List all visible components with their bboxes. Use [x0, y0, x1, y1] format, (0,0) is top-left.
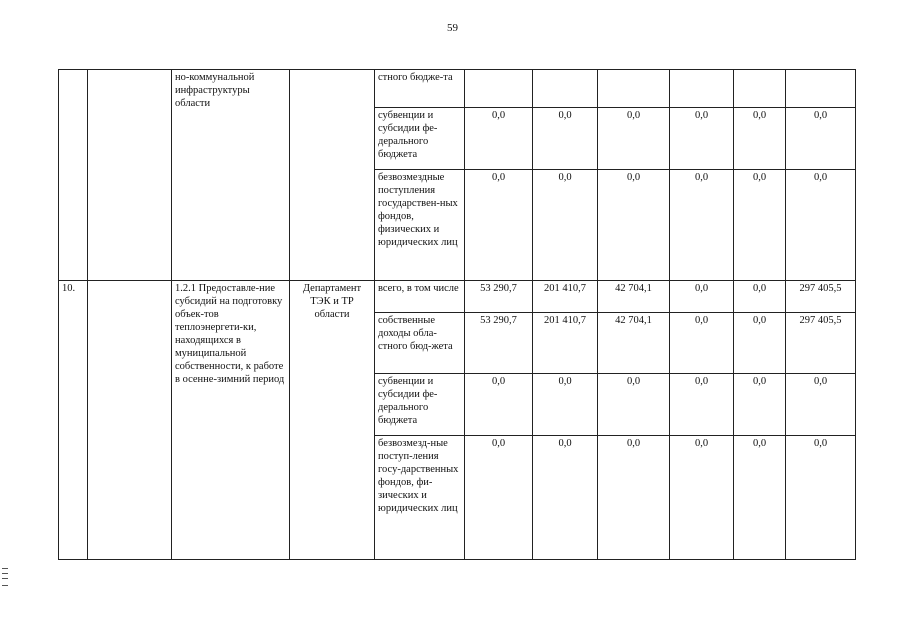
- item-description-cell: 1.2.1 Предоставле-ние субсидий на подготовку объек-тов теплоэнергети-ки, находящихся в муниципальной собственности, к работе в осенне-зимний период: [172, 281, 290, 560]
- value-cell: 0,0: [533, 374, 598, 436]
- funding-source-cell: стного бюдже-та: [375, 70, 465, 108]
- table-row: [59, 70, 856, 108]
- value-cell: 0,0: [598, 436, 670, 560]
- value-cell: [598, 70, 670, 108]
- number-cell: [59, 70, 88, 281]
- value-cell: 42 704,1: [598, 281, 670, 313]
- department-cell: Департамент ТЭК и ТР области: [290, 281, 375, 560]
- value-cell: 0,0: [786, 374, 856, 436]
- value-cell: [670, 70, 734, 108]
- value-cell: 0,0: [786, 170, 856, 281]
- value-cell: 0,0: [533, 108, 598, 170]
- value-cell: 0,0: [734, 313, 786, 374]
- value-cell: 0,0: [598, 374, 670, 436]
- blank-cell: [88, 70, 172, 281]
- scan-edge-marks: [2, 568, 8, 586]
- value-cell: 42 704,1: [598, 313, 670, 374]
- value-cell: 0,0: [533, 436, 598, 560]
- value-cell: 0,0: [670, 436, 734, 560]
- value-cell: 0,0: [598, 108, 670, 170]
- table-row: [59, 281, 856, 313]
- value-cell: 0,0: [786, 108, 856, 170]
- funding-source-cell: безвозмездные поступления государствен-ных фондов, физических и юридических лиц: [375, 170, 465, 281]
- value-cell: 0,0: [465, 374, 533, 436]
- value-cell: 0,0: [598, 170, 670, 281]
- value-cell: [465, 70, 533, 108]
- page-number: 59: [447, 22, 458, 34]
- value-cell: 0,0: [465, 436, 533, 560]
- value-cell: [533, 70, 598, 108]
- item-number-cell: 10.: [59, 281, 88, 560]
- value-cell: 0,0: [734, 281, 786, 313]
- value-cell: 297 405,5: [786, 281, 856, 313]
- value-cell: 53 290,7: [465, 281, 533, 313]
- funding-source-cell: субвенции и субсидии фе-дерального бюджета: [375, 374, 465, 436]
- description-cell: но-коммунальной инфраструктуры области: [172, 70, 290, 281]
- value-cell: 0,0: [734, 170, 786, 281]
- budget-table: [58, 69, 856, 560]
- funding-source-cell: безвозмезд-ные поступ-ления госу-дарственных фондов, фи-зических и юридических лиц: [375, 436, 465, 560]
- value-cell: 0,0: [465, 170, 533, 281]
- value-cell: 201 410,7: [533, 313, 598, 374]
- value-cell: [734, 70, 786, 108]
- funding-source-cell: субвенции и субсидии фе-дерального бюджета: [375, 108, 465, 170]
- value-cell: 0,0: [533, 170, 598, 281]
- value-cell: 201 410,7: [533, 281, 598, 313]
- value-cell: 0,0: [734, 436, 786, 560]
- funding-source-cell: собственные доходы обла-стного бюд-жета: [375, 313, 465, 374]
- department-cell: [290, 70, 375, 281]
- funding-source-cell: всего, в том числе: [375, 281, 465, 313]
- value-cell: 0,0: [734, 108, 786, 170]
- value-cell: [786, 70, 856, 108]
- blank-cell: [88, 281, 172, 560]
- value-cell: 297 405,5: [786, 313, 856, 374]
- value-cell: 0,0: [786, 436, 856, 560]
- value-cell: 0,0: [670, 281, 734, 313]
- value-cell: 0,0: [670, 170, 734, 281]
- value-cell: 0,0: [465, 108, 533, 170]
- value-cell: 0,0: [670, 374, 734, 436]
- value-cell: 0,0: [734, 374, 786, 436]
- value-cell: 53 290,7: [465, 313, 533, 374]
- value-cell: 0,0: [670, 108, 734, 170]
- value-cell: 0,0: [670, 313, 734, 374]
